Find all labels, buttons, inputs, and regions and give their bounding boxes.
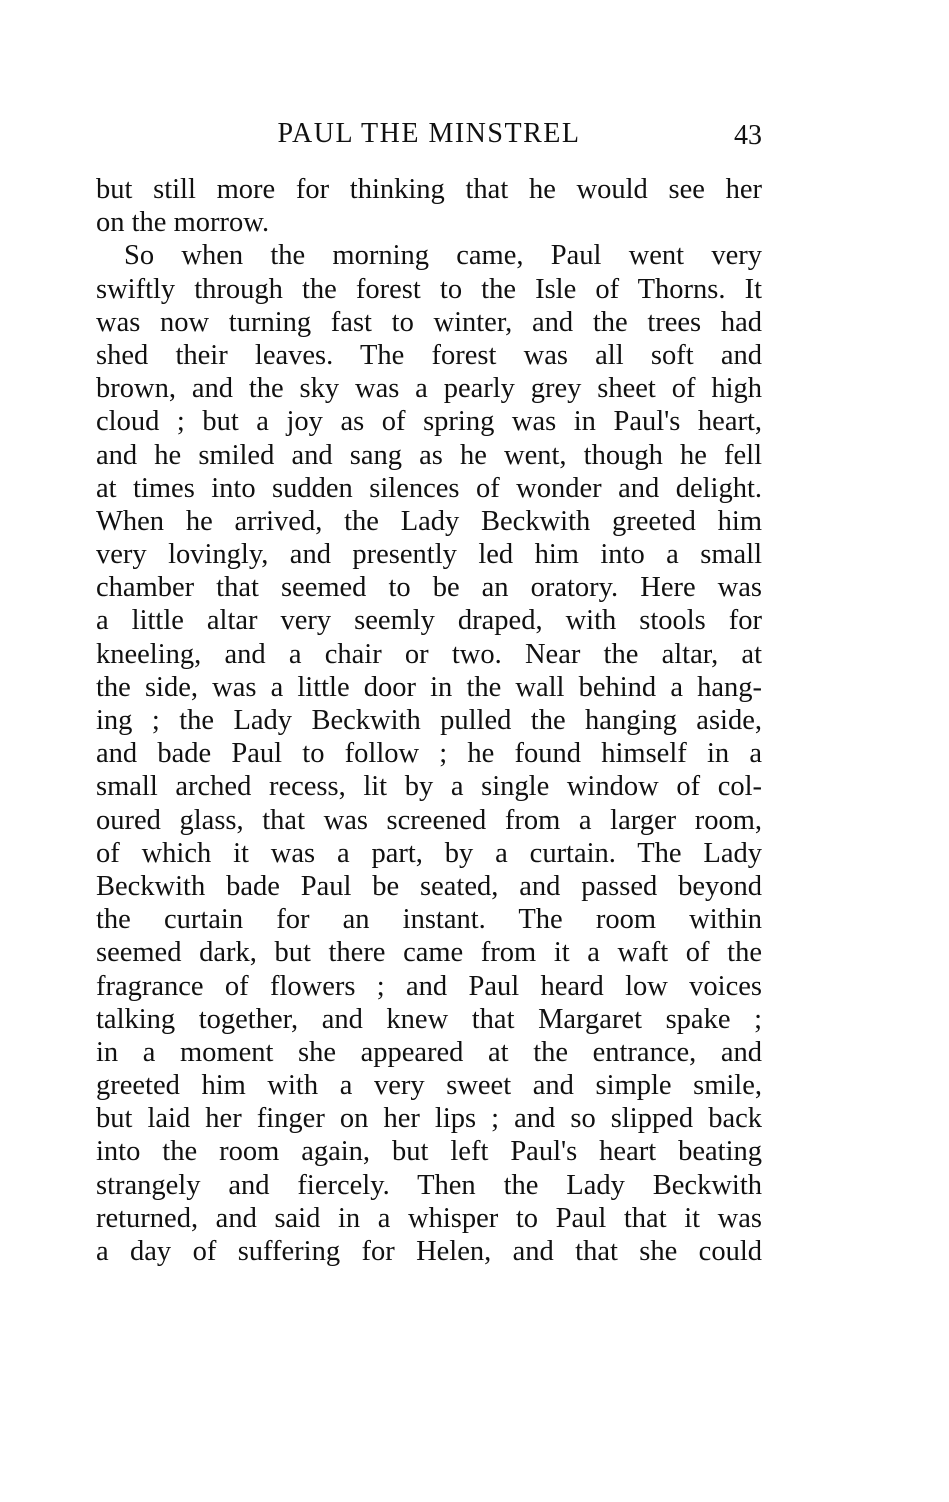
text-line: swiftly through the forest to the Isle of Thorns. It [96,273,762,305]
text-line: on the morrow. [96,207,270,239]
text-line: So when the morning came, Paul went very [124,240,762,272]
text-line: chamber that seemed to be an oratory. Here was [96,572,762,604]
text-line: a little altar very seemly draped, with stools for [96,605,762,637]
text-line: shed their leaves. The forest was all soft and [96,339,762,371]
text-line: in a moment she appeared at the entrance, and [96,1036,762,1068]
text-line: fragrance of flowers ; and Paul heard low voices [96,970,762,1002]
text-line: cloud ; but a joy as of spring was in Paul's heart, [96,406,762,438]
running-head [96,114,762,154]
text-line: of which it was a part, by a curtain. The Lady [96,837,762,869]
text-line: the side, was a little door in the wall behind a hang- [96,671,762,703]
running-title: PAUL THE MINSTREL [277,118,581,149]
text-line: and bade Paul to follow ; he found himself in a [96,738,762,770]
text-line: kneeling, and a chair or two. Near the altar, at [96,638,762,670]
text-line: brown, and the sky was a pearly grey sheet of high [96,373,762,405]
text-line: small arched recess, lit by a single window of col- [96,771,762,803]
text-line: When he arrived, the Lady Beckwith greeted him [96,505,762,537]
text-line: was now turning fast to winter, and the trees had [96,306,762,338]
text-line: strangely and fiercely. Then the Lady Beckwith [96,1169,762,1201]
text-line: at times into sudden silences of wonder and delight. [96,472,762,504]
text-line: talking together, and knew that Margaret spake ; [96,1003,762,1035]
body-text [96,173,762,1268]
text-line: greeted him with a very sweet and simple smile, [96,1070,762,1102]
text-line: but still more for thinking that he would see her [96,174,762,205]
page-number: 43 [734,120,762,151]
text-line: oured glass, that was screened from a larger room, [96,804,762,836]
text-line: but laid her finger on her lips ; and so slipped back [96,1103,762,1135]
text-line: ing ; the Lady Beckwith pulled the hanging aside, [96,705,762,736]
text-line: seemed dark, but there came from it a waft of the [96,937,762,969]
text-line: Beckwith bade Paul be seated, and passed beyond [96,870,762,902]
text-line: very lovingly, and presently led him into a small [96,539,762,571]
text-line: into the room again, but left Paul's heart beating [96,1136,762,1168]
text-line: the curtain for an instant. The room within [96,904,762,936]
text-line: returned, and said in a whisper to Paul that it was [96,1202,762,1234]
text-line: and he smiled and sang as he went, though he fell [96,439,762,471]
text-line: a day of suffering for Helen, and that she could [96,1236,762,1267]
